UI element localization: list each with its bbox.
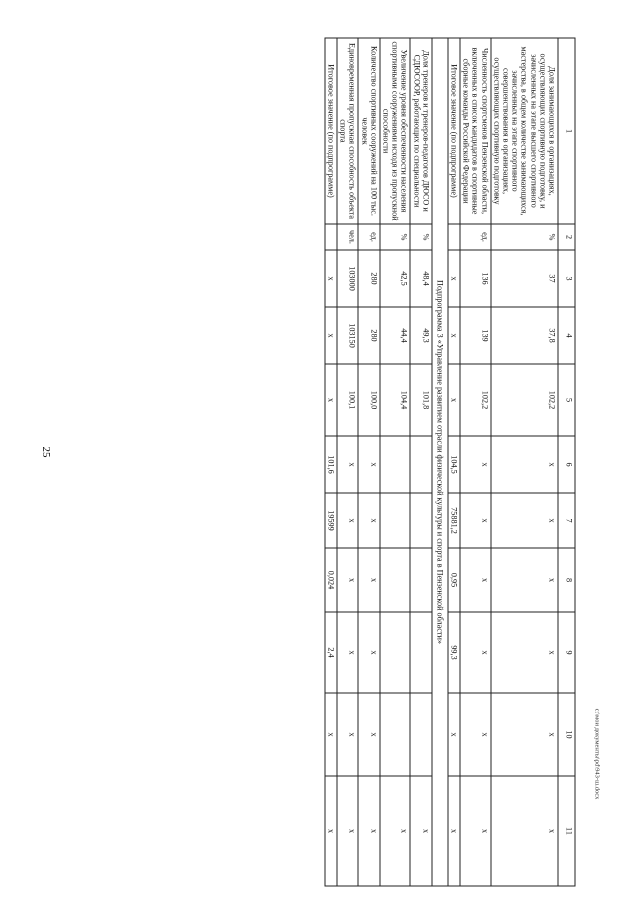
table-cell: 49,3: [410, 307, 431, 364]
table-cell: 139: [460, 307, 491, 364]
table-cell: 99,3: [448, 612, 460, 693]
table-cell: [410, 493, 431, 548]
table-cell: 104,5: [448, 436, 460, 493]
table-cell: 100,1: [337, 364, 358, 436]
table-cell: x: [491, 436, 558, 493]
table-cell: x: [337, 612, 358, 693]
table-cell: 136: [460, 250, 491, 307]
table-cell: x: [448, 307, 460, 364]
table-cell: [380, 693, 411, 776]
table-cell: x: [358, 436, 379, 493]
table-cell: x: [491, 493, 558, 548]
table-cell: 102,2: [460, 364, 491, 436]
table-row: [325, 38, 337, 886]
table-cell: 42,5: [380, 250, 411, 307]
table-cell: 100,0: [358, 364, 379, 436]
table-cell: 103150: [337, 307, 358, 364]
indicator-name-cell: Численность спортсменов Пензенской области, включенных в список кандидатов в спортивные сборные команды Российской Федерации: [460, 38, 491, 224]
table-row: [337, 38, 358, 886]
table-cell: 102,2: [491, 364, 558, 436]
table-cell: x: [410, 776, 431, 886]
table-cell: 280: [358, 307, 379, 364]
table-cell: [410, 548, 431, 612]
table-cell: [380, 436, 411, 493]
indicator-name-cell: Доля занимающихся в организациях, осуществляющих спортивную подготовку, и зачисленных на этапе высшего спортивного мастерства, в общем количестве занимающихся, зачисленных на этапе спортивного совершенствования в организациях, осуществляющих спортивную подготовку: [491, 38, 558, 224]
table-row: [358, 38, 379, 886]
column-number-header: 3: [558, 250, 575, 307]
table-cell: 48,4: [410, 250, 431, 307]
table-cell: [410, 693, 431, 776]
table-row: [460, 38, 491, 886]
table-cell: 103000: [337, 250, 358, 307]
column-number-row: [558, 38, 575, 886]
table-cell: x: [337, 776, 358, 886]
table-cell: x: [337, 548, 358, 612]
table-cell: [448, 224, 460, 250]
column-number-header: 1: [558, 38, 575, 224]
table-cell: 101,8: [410, 364, 431, 436]
table-cell: x: [460, 612, 491, 693]
column-number-header: 7: [558, 493, 575, 548]
column-number-header: 5: [558, 364, 575, 436]
table-cell: [380, 548, 411, 612]
table-cell: x: [448, 693, 460, 776]
table-cell: x: [325, 250, 337, 307]
table-cell: x: [337, 493, 358, 548]
table-row: [410, 38, 431, 886]
subprogram-row: [432, 38, 448, 886]
indicator-name-cell: Увеличение уровня обеспеченности населения спортивными сооружениями исходя из пропускной способности: [380, 38, 411, 224]
column-number-header: 10: [558, 693, 575, 776]
subprogram-title: Подпрограмма 3 «Управление развитием отрасли физической культуры и спорта в Пензенской области»: [432, 38, 448, 886]
table-cell: 37,8: [491, 307, 558, 364]
table-cell: ед.: [358, 224, 379, 250]
table-cell: x: [491, 612, 558, 693]
table-row: [491, 38, 558, 886]
rotated-table-container: [65, 37, 576, 885]
table-cell: [380, 612, 411, 693]
table-row: [448, 38, 460, 886]
table-cell: 75881,2: [448, 493, 460, 548]
table-cell: 104,4: [380, 364, 411, 436]
table-cell: %: [380, 224, 411, 250]
table-cell: [380, 493, 411, 548]
table-cell: x: [380, 776, 411, 886]
table-cell: %: [491, 224, 558, 250]
table-cell: [410, 436, 431, 493]
table-cell: x: [460, 776, 491, 886]
table-cell: 0,024: [325, 548, 337, 612]
indicator-name-cell: Итоговое значение (по подпрограмме): [325, 38, 337, 224]
indicator-name-cell: Итоговое значение (по подпрограмме): [448, 38, 460, 224]
indicator-name-cell: Единовременная пропускная способность объекта спорта: [337, 38, 358, 224]
table-cell: x: [325, 776, 337, 886]
table-cell: x: [448, 364, 460, 436]
table-cell: x: [460, 548, 491, 612]
table-cell: 37: [491, 250, 558, 307]
table-cell: x: [358, 493, 379, 548]
table-cell: [325, 224, 337, 250]
table-cell: %: [410, 224, 431, 250]
table-cell: 2,4: [325, 612, 337, 693]
page-number: 25: [40, 446, 52, 458]
indicator-name-cell: Количество спортивных сооружений на 100 тыс. человек: [358, 38, 379, 224]
table-cell: x: [358, 693, 379, 776]
table-cell: x: [325, 364, 337, 436]
table-cell: x: [448, 250, 460, 307]
table-cell: x: [337, 693, 358, 776]
table-cell: x: [460, 436, 491, 493]
column-number-header: 6: [558, 436, 575, 493]
table-cell: x: [460, 493, 491, 548]
table-cell: чел.: [337, 224, 358, 250]
table-cell: x: [491, 548, 558, 612]
table-cell: x: [358, 776, 379, 886]
table-cell: 280: [358, 250, 379, 307]
table-cell: 101,6: [325, 436, 337, 493]
table-cell: x: [325, 307, 337, 364]
table-cell: x: [491, 693, 558, 776]
indicator-name-cell: Доля тренеров и тренеров-педагогов ДЮСО и СДЮСООР, работающих по специальности: [410, 38, 431, 224]
table-cell: x: [358, 548, 379, 612]
table-cell: 44,4: [380, 307, 411, 364]
table-cell: 19599: [325, 493, 337, 548]
column-number-header: 11: [558, 776, 575, 886]
footer-file-path: c:\мои документы\pd\943-ш.docx: [593, 708, 601, 800]
table-cell: x: [358, 612, 379, 693]
table-cell: x: [325, 693, 337, 776]
table-cell: x: [460, 693, 491, 776]
table-cell: x: [491, 776, 558, 886]
table-cell: x: [337, 436, 358, 493]
table-cell: x: [448, 776, 460, 886]
column-number-header: 2: [558, 224, 575, 250]
indicator-table: [324, 37, 575, 886]
table-cell: [410, 612, 431, 693]
column-number-header: 8: [558, 548, 575, 612]
column-number-header: 4: [558, 307, 575, 364]
table-cell: 0,95: [448, 548, 460, 612]
table-cell: ед.: [460, 224, 491, 250]
table-row: [380, 38, 411, 886]
column-number-header: 9: [558, 612, 575, 693]
